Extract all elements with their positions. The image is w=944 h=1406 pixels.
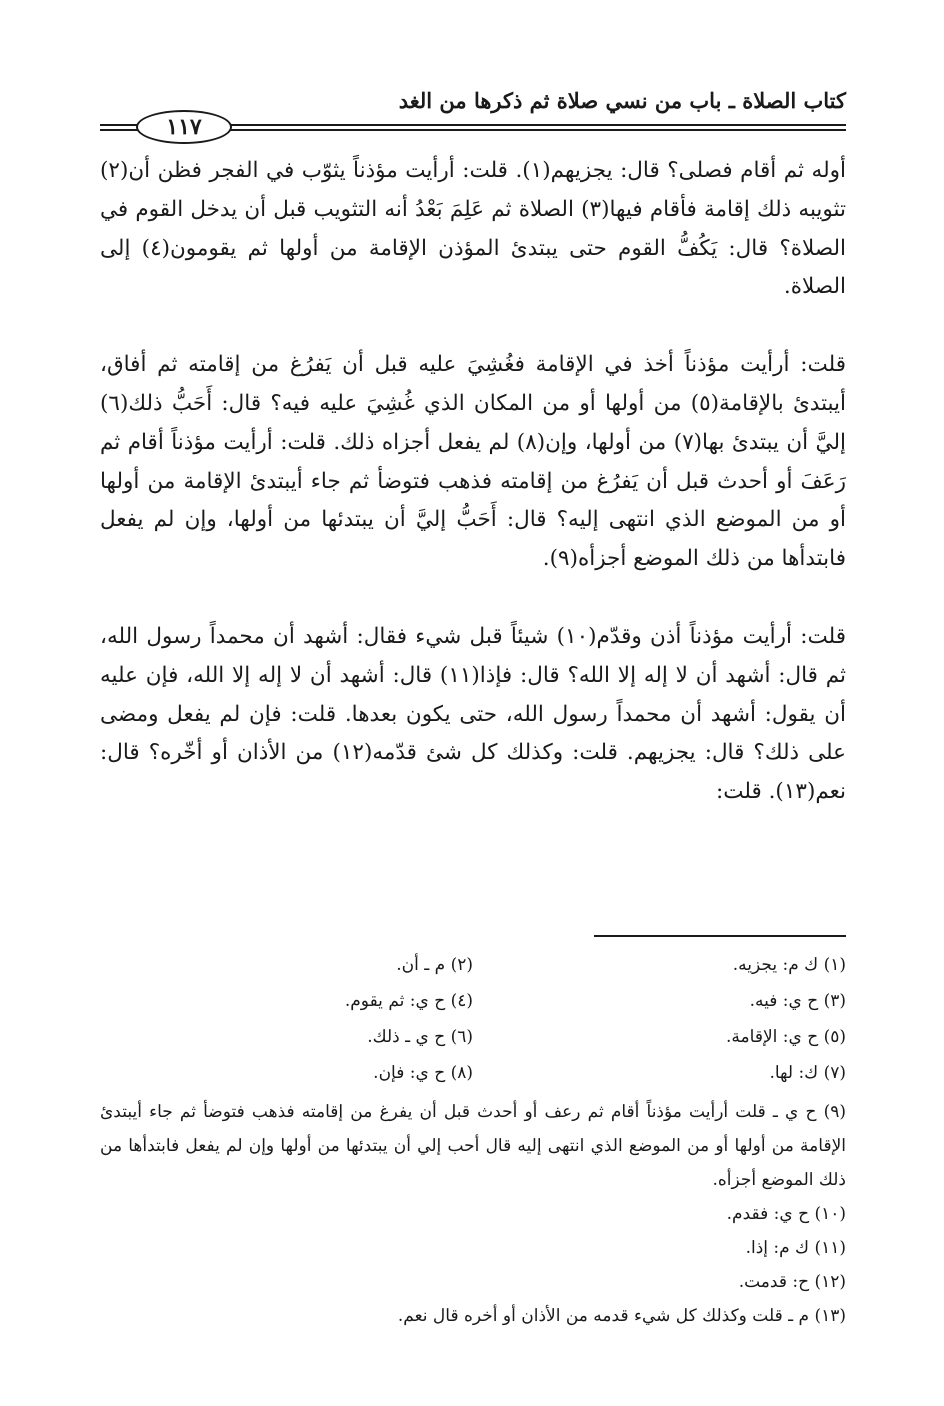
footnote: (١٠) ح ي: فقدم. <box>726 1204 846 1224</box>
footnote: (٤) ح ي: ثم يقوم. <box>344 991 473 1011</box>
footnote: (٩) ح ي ـ قلت أرأيت مؤذناً أقام ثم رعف أو أحدث قبل أن يفرغ من إقامته فذهب فتوضأ ثم جاء أيبتدئ الإقامة من أولها أو من الموضع الذي انتهى إليه قال أحب إلي أن يبتدئها من أولها وإن لم يفعل فابتدأها من ذلك الموضع أجزأه. <box>100 1102 846 1190</box>
footnote: (١٢) ح: قدمت. <box>738 1272 846 1292</box>
paragraph: قلت: أرأيت مؤذناً أخذ في الإقامة فغُشِيَ عليه قبل أن يَفرُغ من إقامته ثم أفاق، أيبتدئ بالإقامة(٥) من أولها أو من المكان الذي غُشِيَ عليه فيه؟ قال: أَحَبُّ ذلك(٦) إليَّ أن يبتدئ بها(٧) من أولها، وإن(٨) لم يفعل أجزاه ذلك. قلت: أرأيت مؤذناً أقام ثم رَعَفَ أو أحدث قبل أن يَفرُغ من إقامته فذهب فتوضأ ثم جاء أيبتدئ الإقامة من أولها أو من الموضع الذي انتهى إليه؟ قال: أَحَبُّ إليَّ أن يبتدئها من أولها، وإن لم يفعل فابتدأها من ذلك الموضع أجزأه(٩). <box>100 352 847 572</box>
footnote: (١) ك م: يجزيه. <box>732 955 846 975</box>
running-head: كتاب الصلاة ـ باب من نسي صلاة ثم ذكرها من الغد <box>398 88 846 113</box>
page-header <box>100 82 846 142</box>
footnote-separator <box>594 935 846 937</box>
footnote: (٧) ك: لها. <box>769 1063 846 1083</box>
footnote-row <box>100 983 846 1019</box>
page-number: ١١٧ <box>136 110 232 144</box>
main-text <box>100 152 846 812</box>
paragraph: أوله ثم أقام فصلى؟ قال: يجزيهم(١). قلت: أرأيت مؤذناً يثوّب في الفجر فظن أن(٢) تثويبه ذلك إقامة فأقام فيها(٣) الصلاة ثم عَلِمَ بَعْدُ أنه التثويب قبل أن يدخل القوم في الصلاة؟ قال: يَكُفُّ القوم حتى يبتدئ المؤذن الإقامة من أولها ثم يقومون(٤) إلى الصلاة. <box>100 158 846 300</box>
footnote-row <box>100 947 846 983</box>
footnote: (١١) ك م: إذا. <box>745 1238 846 1258</box>
footnotes <box>100 947 846 1333</box>
footnote: (٥) ح ي: الإقامة. <box>726 1027 846 1047</box>
footnote: (٢) م ـ أن. <box>396 955 473 975</box>
footnote-row <box>100 1055 846 1091</box>
footnote: (٦) ح ي ـ ذلك. <box>367 1027 473 1047</box>
paragraph: قلت: أرأيت مؤذناً أذن وقدّم(١٠) شيئاً قبل شيء فقال: أشهد أن محمداً رسول الله، ثم قال: أشهد أن لا إله إلا الله؟ قال: فإذا(١١) قال: أشهد أن لا إله إلا الله، فإن عليه أن يقول: أشهد أن محمداً رسول الله، حتى يكون بعدها. قلت: فإن لم يفعل ومضى على ذلك؟ قال: يجزيهم. قلت: وكذلك كل شئ قدّمه(١٢) من الأذان أو أخّره؟ قال: نعم(١٣). قلت: <box>100 623 846 805</box>
footnote: (٨) ح ي: فإن. <box>373 1063 473 1083</box>
footnote: (٣) ح ي: فيه. <box>749 991 846 1011</box>
footnote-row <box>100 1019 846 1055</box>
footnote: (١٣) م ـ قلت وكذلك كل شيء قدمه من الأذان أو أخره قال نعم. <box>397 1306 846 1326</box>
